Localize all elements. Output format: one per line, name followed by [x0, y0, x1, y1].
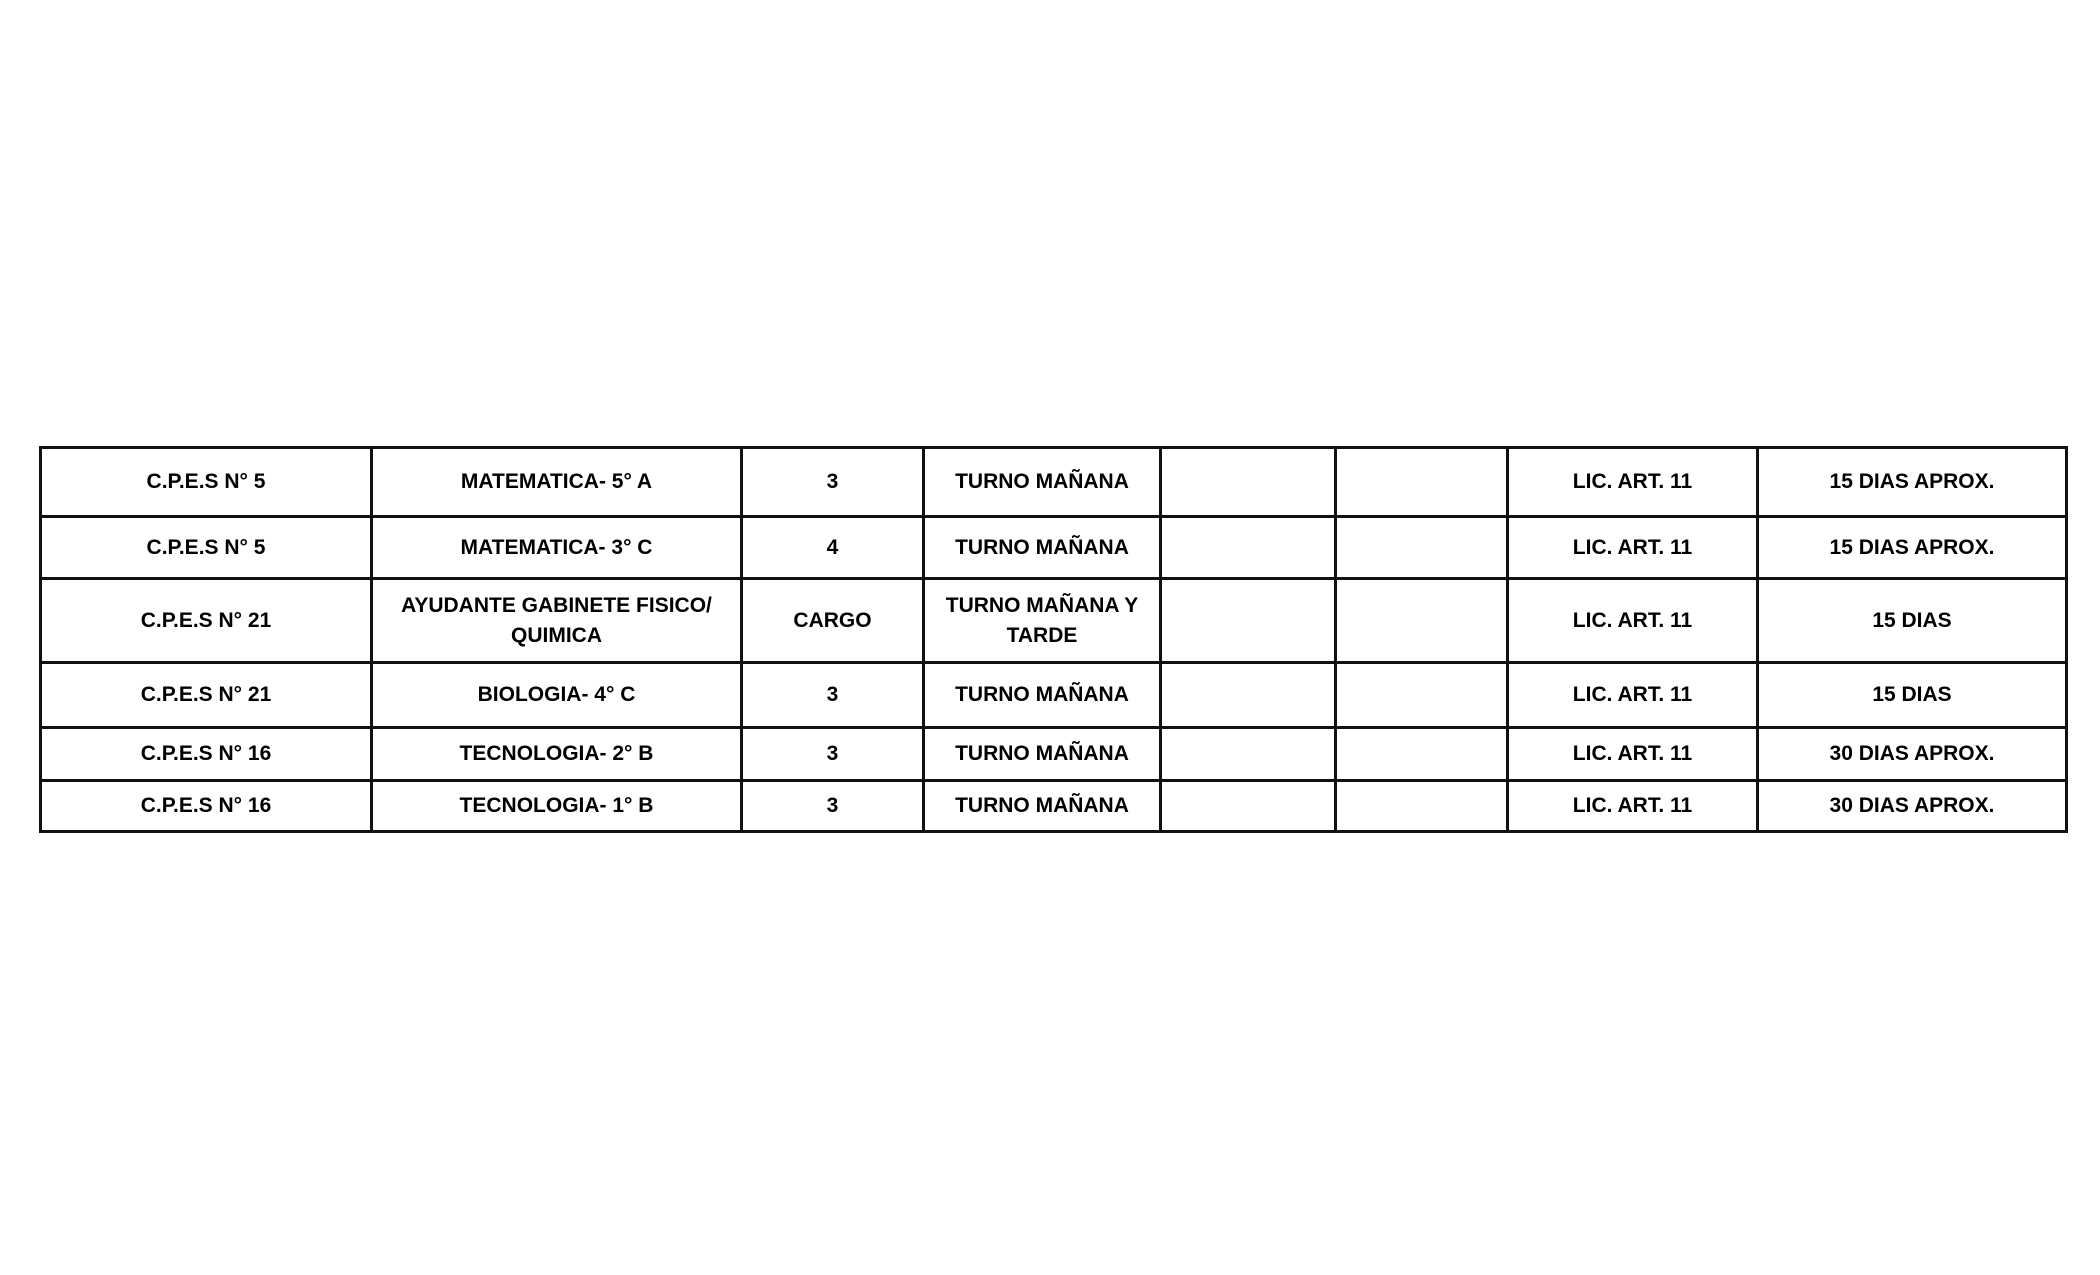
empty-cell [1161, 579, 1336, 663]
table-row [41, 728, 2067, 781]
subject-cell: MATEMATICA- 5° A [372, 448, 742, 517]
table-row [41, 781, 2067, 832]
duration-cell: 15 DIAS [1758, 579, 2067, 663]
empty-cell [1336, 517, 1508, 579]
empty-cell [1336, 781, 1508, 832]
leave-type-cell: LIC. ART. 11 [1508, 579, 1758, 663]
table-row [41, 517, 2067, 579]
leave-type-cell: LIC. ART. 11 [1508, 781, 1758, 832]
empty-cell [1161, 663, 1336, 728]
shift-cell: TURNO MAÑANA [924, 663, 1161, 728]
empty-cell [1336, 448, 1508, 517]
hours-cell: 3 [742, 781, 924, 832]
vacancies-table [39, 446, 2068, 833]
shift-cell: TURNO MAÑANA [924, 448, 1161, 517]
shift-cell: TURNO MAÑANA [924, 517, 1161, 579]
leave-type-cell: LIC. ART. 11 [1508, 728, 1758, 781]
school-cell: C.P.E.S N° 21 [41, 579, 372, 663]
duration-cell: 15 DIAS APROX. [1758, 517, 2067, 579]
leave-type-cell: LIC. ART. 11 [1508, 448, 1758, 517]
table-row [41, 579, 2067, 663]
hours-cell: 3 [742, 663, 924, 728]
school-cell: C.P.E.S N° 16 [41, 728, 372, 781]
duration-cell: 15 DIAS APROX. [1758, 448, 2067, 517]
empty-cell [1336, 663, 1508, 728]
school-cell: C.P.E.S N° 5 [41, 517, 372, 579]
leave-type-cell: LIC. ART. 11 [1508, 517, 1758, 579]
subject-cell: TECNOLOGIA- 1° B [372, 781, 742, 832]
empty-cell [1336, 579, 1508, 663]
school-cell: C.P.E.S N° 5 [41, 448, 372, 517]
duration-cell: 30 DIAS APROX. [1758, 781, 2067, 832]
hours-cell: 4 [742, 517, 924, 579]
school-cell: C.P.E.S N° 16 [41, 781, 372, 832]
duration-cell: 30 DIAS APROX. [1758, 728, 2067, 781]
subject-cell: BIOLOGIA- 4° C [372, 663, 742, 728]
duration-cell: 15 DIAS [1758, 663, 2067, 728]
shift-cell: TURNO MAÑANA [924, 728, 1161, 781]
table-row [41, 663, 2067, 728]
leave-type-cell: LIC. ART. 11 [1508, 663, 1758, 728]
hours-cell: 3 [742, 728, 924, 781]
empty-cell [1161, 517, 1336, 579]
subject-cell: TECNOLOGIA- 2° B [372, 728, 742, 781]
hours-cell: CARGO [742, 579, 924, 663]
subject-cell: AYUDANTE GABINETE FISICO/ QUIMICA [372, 579, 742, 663]
empty-cell [1336, 728, 1508, 781]
empty-cell [1161, 728, 1336, 781]
shift-cell: TURNO MAÑANA [924, 781, 1161, 832]
empty-cell [1161, 448, 1336, 517]
shift-cell: TURNO MAÑANA Y TARDE [924, 579, 1161, 663]
school-cell: C.P.E.S N° 21 [41, 663, 372, 728]
table-row [41, 448, 2067, 517]
empty-cell [1161, 781, 1336, 832]
subject-cell: MATEMATICA- 3° C [372, 517, 742, 579]
hours-cell: 3 [742, 448, 924, 517]
